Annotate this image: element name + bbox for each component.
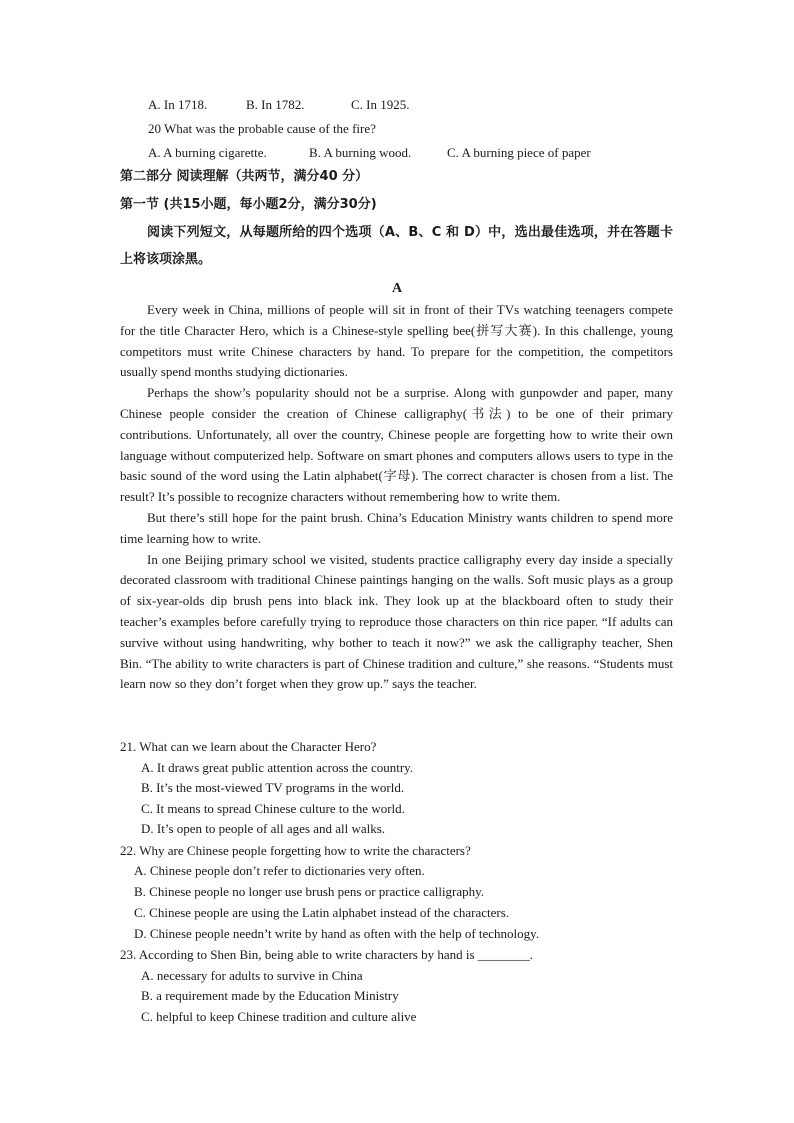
q23-option-b: B. a requirement made by the Education Ministry	[141, 988, 399, 1003]
passage-paragraph: Perhaps the show’s popularity should not be a surprise. Along with gunpowder and paper, many Chinese people consider the creation of Chinese calligraphy(书法) to be one of their primary contributions. Unfortunately, all over the country, Chinese people are forgetting how to write their own language without computerized help. Software on smart phones and computers allows users to type in the basic sound of the word using the Latin alphabet(字母). The correct character is chosen from a list. The result? It’s possible to recognize characters without remembering how to write them.	[120, 385, 673, 505]
passage-text	[120, 300, 673, 695]
part2-heading: 第二部分 阅读理解（共两节，满分40 分）	[120, 169, 369, 184]
q19-option-a: A. In 1718.	[148, 97, 208, 112]
q20-options	[0, 144, 794, 162]
q22-option-c: C. Chinese people are using the Latin alphabet instead of the characters.	[134, 905, 510, 920]
q23-option-a: A. necessary for adults to survive in China	[141, 968, 363, 983]
q21-option-c: C. It means to spread Chinese culture to the world.	[141, 801, 405, 816]
q21-option-b: B. It’s the most-viewed TV programs in the world.	[141, 780, 405, 795]
q20-question: 20 What was the probable cause of the fire?	[148, 121, 376, 136]
q20-option-a: A. A burning cigarette.	[148, 145, 267, 160]
q19-options	[0, 96, 794, 114]
passage-paragraph: In one Beijing primary school we visited, students practice calligraphy every day inside a specially decorated classroom with traditional Chinese paintings hanging on the walls. Soft music plays as a group of six-year-olds dip brush pens into black ink. They look up at the blackboard often to study their teacher’s examples before carefully trying to reproduce those characters on thin rice paper. “If adults can survive without using handwriting, why bother to teach it now?” we ask the calligraphy teacher, Shen Bin. “The ability to write characters is part of Chinese tradition and culture,” she reasons. “Students must learn now so they don’t forget when they grow up.” says the teacher.	[120, 551, 673, 692]
passage-paragraph: Every week in China, millions of people will sit in front of their TVs watching teenagers compete for the title Character Hero, which is a Chinese-style spelling bee(拼写大赛). In this challenge, young competitors must write Chinese characters by hand. To prepare for the competition, the competitors usually spend months studying dictionaries.	[120, 302, 673, 380]
q22-option-a: A. Chinese people don’t refer to dictionaries very often.	[134, 863, 425, 878]
q21-option-a: A. It draws great public attention across the country.	[141, 760, 414, 775]
q20-option-b: B. A burning wood.	[309, 145, 412, 160]
q21-question: 21. What can we learn about the Character Hero?	[120, 739, 377, 754]
q23-question: 23. According to Shen Bin, being able to write characters by hand is ________.	[120, 947, 534, 962]
passage-letter: A	[391, 281, 403, 296]
passage-paragraph: But there’s still hope for the paint brush. China’s Education Ministry wants children to spend more time learning how to write.	[120, 509, 673, 546]
q19-option-c: C. In 1925.	[351, 97, 410, 112]
q22-option-d: D. Chinese people needn’t write by hand as often with the help of technology.	[134, 926, 540, 941]
q19-option-b: B. In 1782.	[246, 97, 305, 112]
q20-option-c: C. A burning piece of paper	[447, 145, 591, 160]
q22-option-b: B. Chinese people no longer use brush pens or practice calligraphy.	[134, 884, 485, 899]
q22-question: 22. Why are Chinese people forgetting how to write the characters?	[120, 843, 471, 858]
section1-heading: 第一节 (共15小题，每小题2分，满分30分)	[120, 197, 377, 212]
q23-option-c: C. helpful to keep Chinese tradition and culture alive	[141, 1009, 417, 1024]
q21-option-d: D. It’s open to people of all ages and all walks.	[141, 821, 386, 836]
instructions: 阅读下列短文，从每题所给的四个选项（A、B、C 和 D）中，选出最佳选项，并在答题卡上将该项涂黑。	[120, 225, 673, 267]
